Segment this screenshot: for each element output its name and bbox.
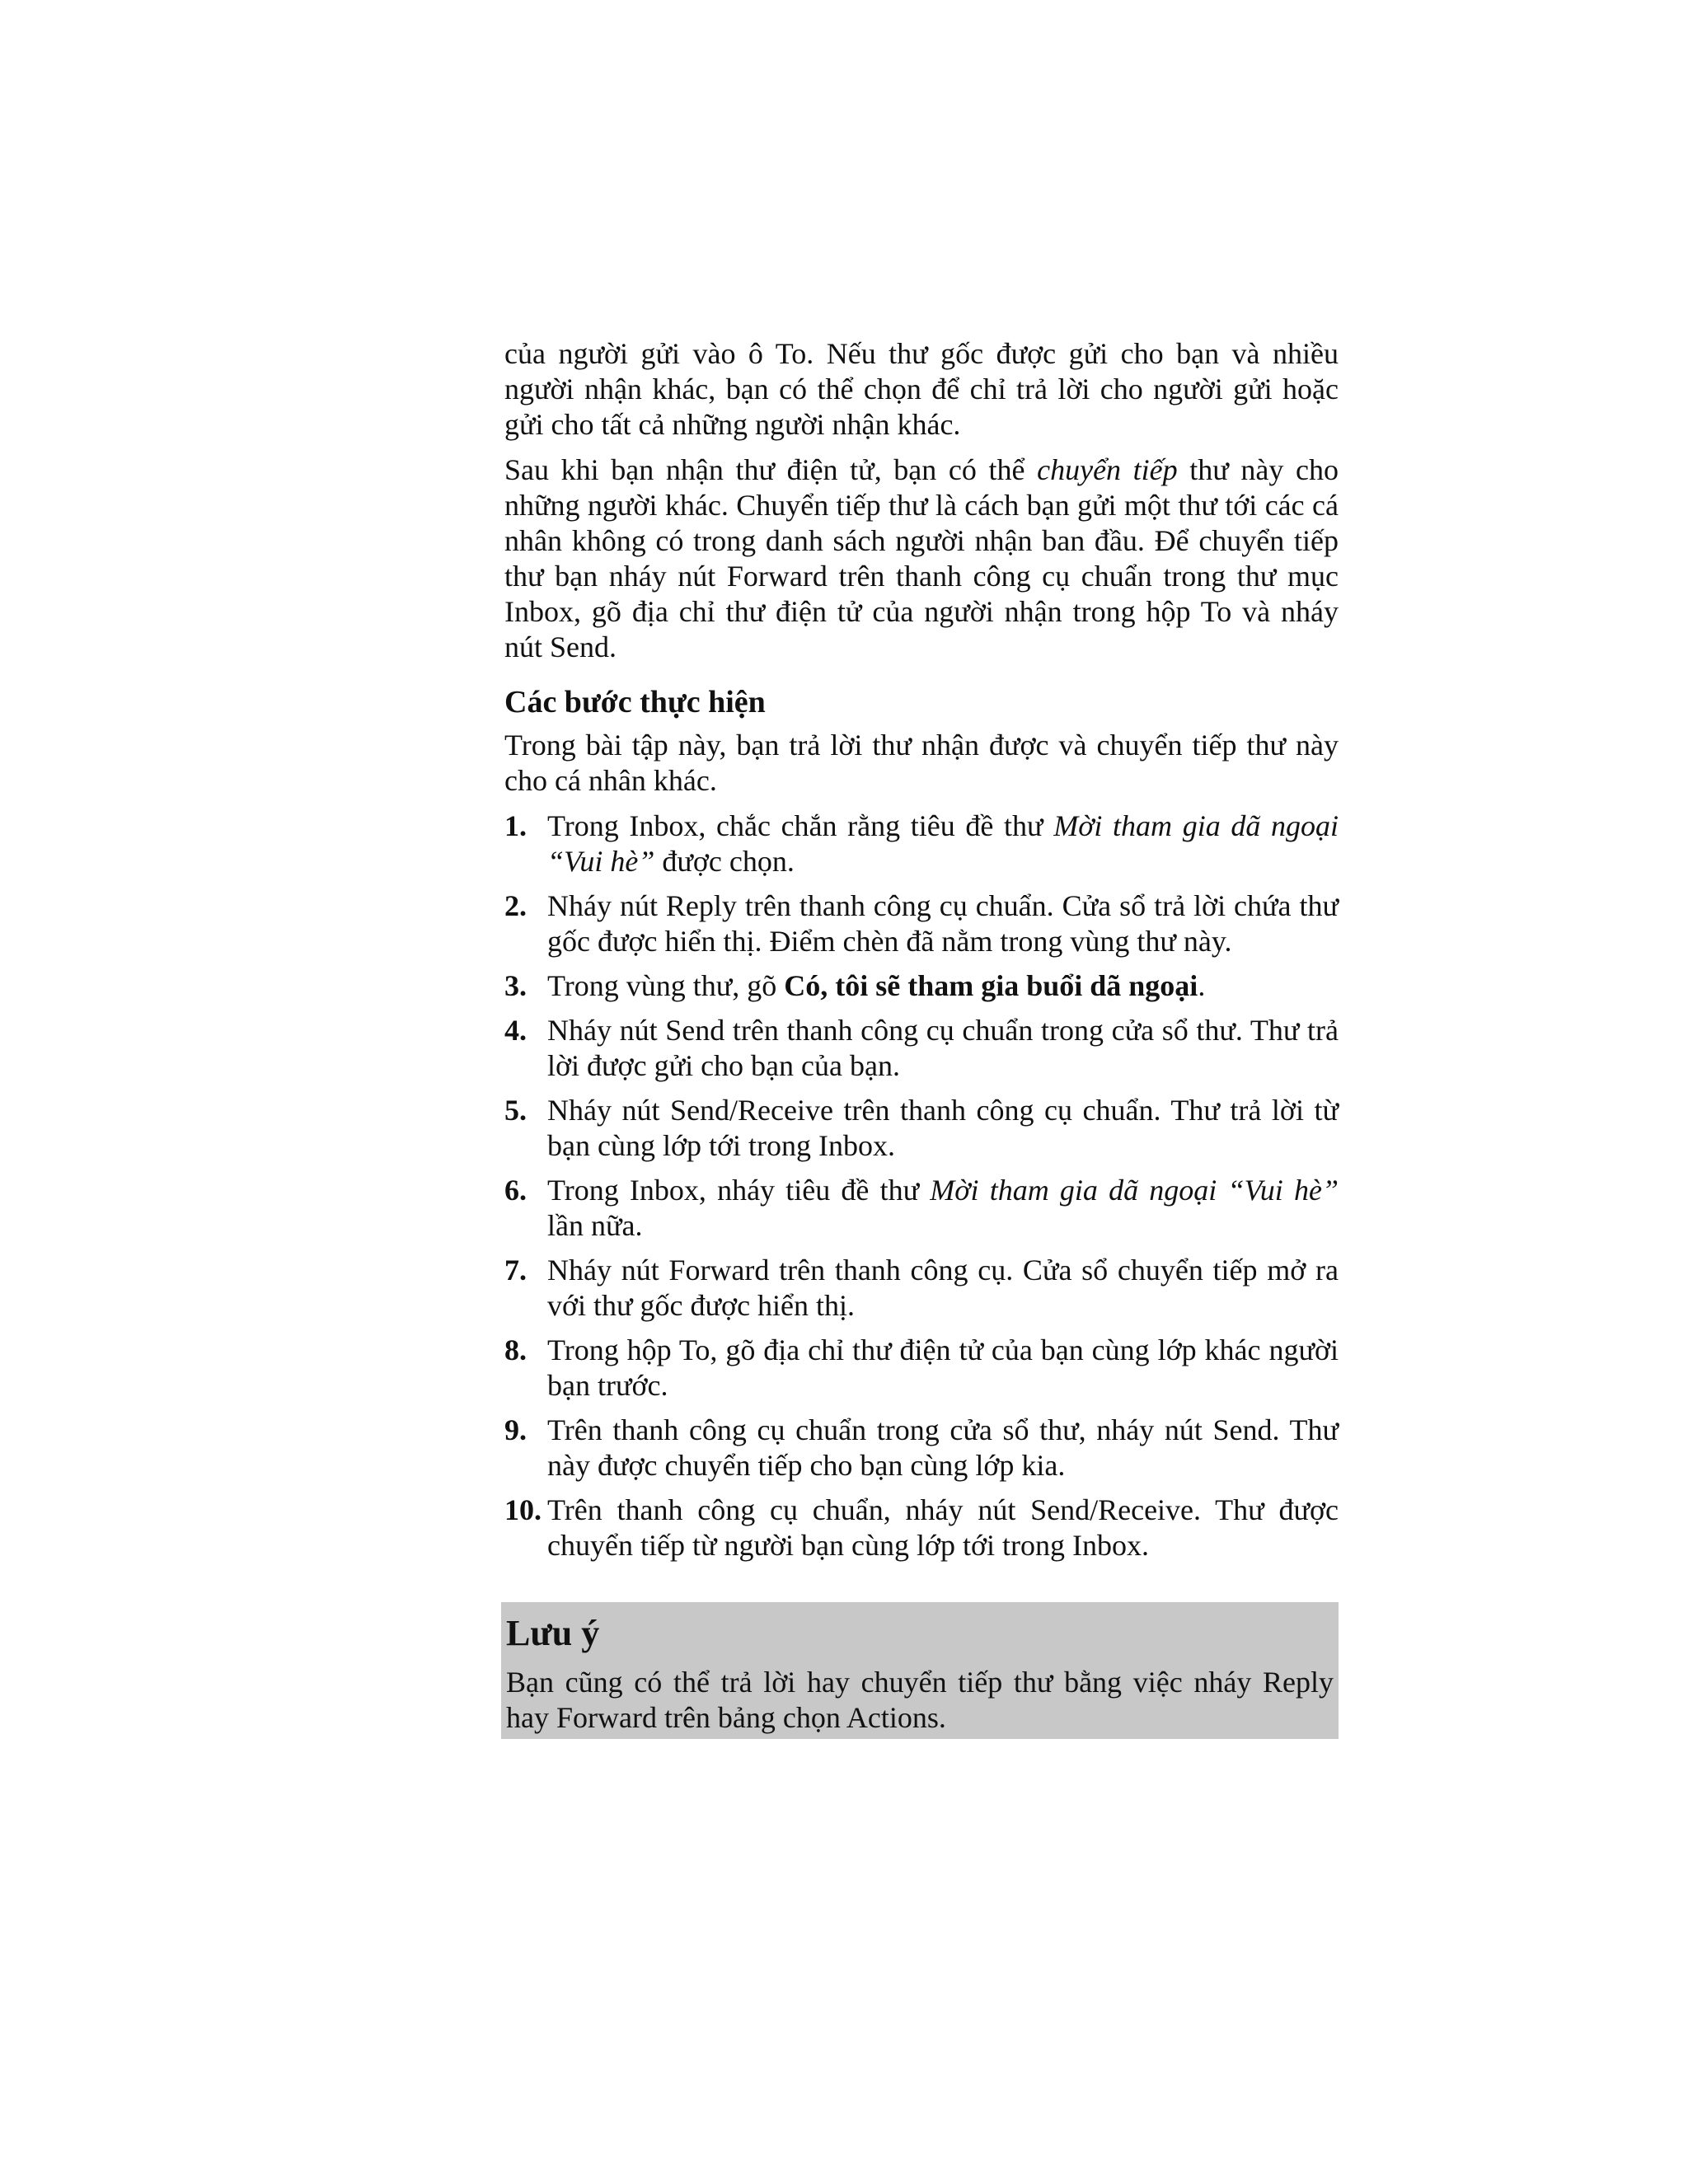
- note-title: Lưu ý: [506, 1613, 600, 1653]
- main-content: [504, 336, 1339, 1572]
- step-text: Trên thanh công cụ chuẩn, nháy nút Send/Receive. Thư được chuyển tiếp từ người bạn cùng lớp tới trong Inbox.: [547, 1493, 1339, 1562]
- step-6-email-subject: Mời tham gia dã ngoại “Vui hè”: [930, 1174, 1339, 1207]
- step-number: 9.: [504, 1413, 527, 1446]
- step-number: 10.: [504, 1493, 542, 1526]
- paragraph-2-text-start: Sau khi bạn nhận thư điện tử, bạn có thể: [504, 453, 1038, 486]
- step-text: Nháy nút Reply trên thanh công cụ chuẩn. Cửa sổ trả lời chứa thư gốc được hiển thị. Điểm chèn đã nằm trong vùng thư này.: [547, 889, 1339, 958]
- step-text: [547, 968, 1339, 1004]
- note-box: [501, 1602, 1339, 1739]
- step-text: Nháy nút Send trên thanh công cụ chuẩn trong cửa sổ thư. Thư trả lời được gửi cho bạn của bạn.: [547, 1014, 1339, 1082]
- step-number: 3.: [504, 969, 527, 1002]
- step-number: 4.: [504, 1014, 527, 1047]
- step-6: [504, 1173, 1339, 1244]
- section-heading: Các bước thực hiện: [504, 685, 766, 719]
- step-6-text-start: Trong Inbox, nháy tiêu đề thư: [547, 1174, 931, 1207]
- step-6-text-end: lần nữa.: [547, 1209, 643, 1242]
- term-forward: chuyển tiếp: [1037, 453, 1178, 486]
- step-3: [504, 968, 1339, 1004]
- step-text: [547, 1173, 1339, 1244]
- step-number: 7.: [504, 1254, 527, 1286]
- step-number: 2.: [504, 889, 527, 922]
- step-8: [504, 1333, 1339, 1404]
- step-number: 8.: [504, 1333, 527, 1366]
- step-3-text-start: Trong vùng thư, gõ: [547, 969, 785, 1002]
- step-9: [504, 1413, 1339, 1483]
- step-1: [504, 808, 1339, 879]
- paragraph-forward-explanation: [504, 452, 1339, 665]
- paragraph-1-text: của người gửi vào ô To. Nếu thư gốc được gửi cho bạn và nhiều người nhận khác, bạn có thể chọn để chỉ trả lời cho người gửi hoặc gửi cho tất cả những người nhận khác.: [504, 337, 1339, 441]
- step-3-text-end: .: [1198, 969, 1206, 1002]
- steps-list: [504, 808, 1339, 1563]
- step-text: Nháy nút Forward trên thanh công cụ. Cửa sổ chuyển tiếp mở ra với thư gốc được hiển thị.: [547, 1254, 1339, 1322]
- step-number: 6.: [504, 1174, 527, 1207]
- step-7: [504, 1253, 1339, 1324]
- step-3-typed-text: Có, tôi sẽ tham gia buổi dã ngoại: [784, 969, 1198, 1002]
- step-1-email-subject: Mời tham gia dã ngoại “Vui hè”: [547, 809, 1339, 878]
- step-text: Trên thanh công cụ chuẩn trong cửa sổ thư, nháy nút Send. Thư này được chuyển tiếp cho bạn cùng lớp kia.: [547, 1413, 1339, 1482]
- step-text: [547, 808, 1339, 879]
- step-4: [504, 1013, 1339, 1084]
- step-10: [504, 1493, 1339, 1563]
- step-text: Nháy nút Send/Receive trên thanh công cụ chuẩn. Thư trả lời từ bạn cùng lớp tới trong Inbox.: [547, 1094, 1339, 1162]
- step-1-text-end: được chọn.: [654, 845, 795, 878]
- step-2: [504, 888, 1339, 959]
- paragraph-reply-recipients: [504, 336, 1339, 443]
- step-text: Trong hộp To, gõ địa chỉ thư điện tử của bạn cùng lớp khác người bạn trước.: [547, 1333, 1339, 1402]
- step-1-text-start: Trong Inbox, chắc chắn rằng tiêu đề thư: [547, 809, 1054, 842]
- note-text: Bạn cũng có thể trả lời hay chuyển tiếp thư bằng việc nháy Reply hay Forward trên bảng chọn Actions.: [506, 1666, 1334, 1734]
- step-number: 1.: [504, 809, 527, 842]
- section-intro: Trong bài tập này, bạn trả lời thư nhận được và chuyển tiếp thư này cho cá nhân khác.: [504, 729, 1339, 797]
- step-5: [504, 1093, 1339, 1164]
- paragraph-2-text-end: thư này cho những người khác. Chuyển tiếp thư là cách bạn gửi một thư tới các cá nhân không có trong danh sách người nhận ban đầu. Để chuyển tiếp thư bạn nháy nút Forward trên thanh công cụ chuẩn trong thư mục Inbox, gõ địa chỉ thư điện tử của người nhận trong hộp To và nháy nút Send.: [504, 453, 1339, 663]
- step-number: 5.: [504, 1094, 527, 1127]
